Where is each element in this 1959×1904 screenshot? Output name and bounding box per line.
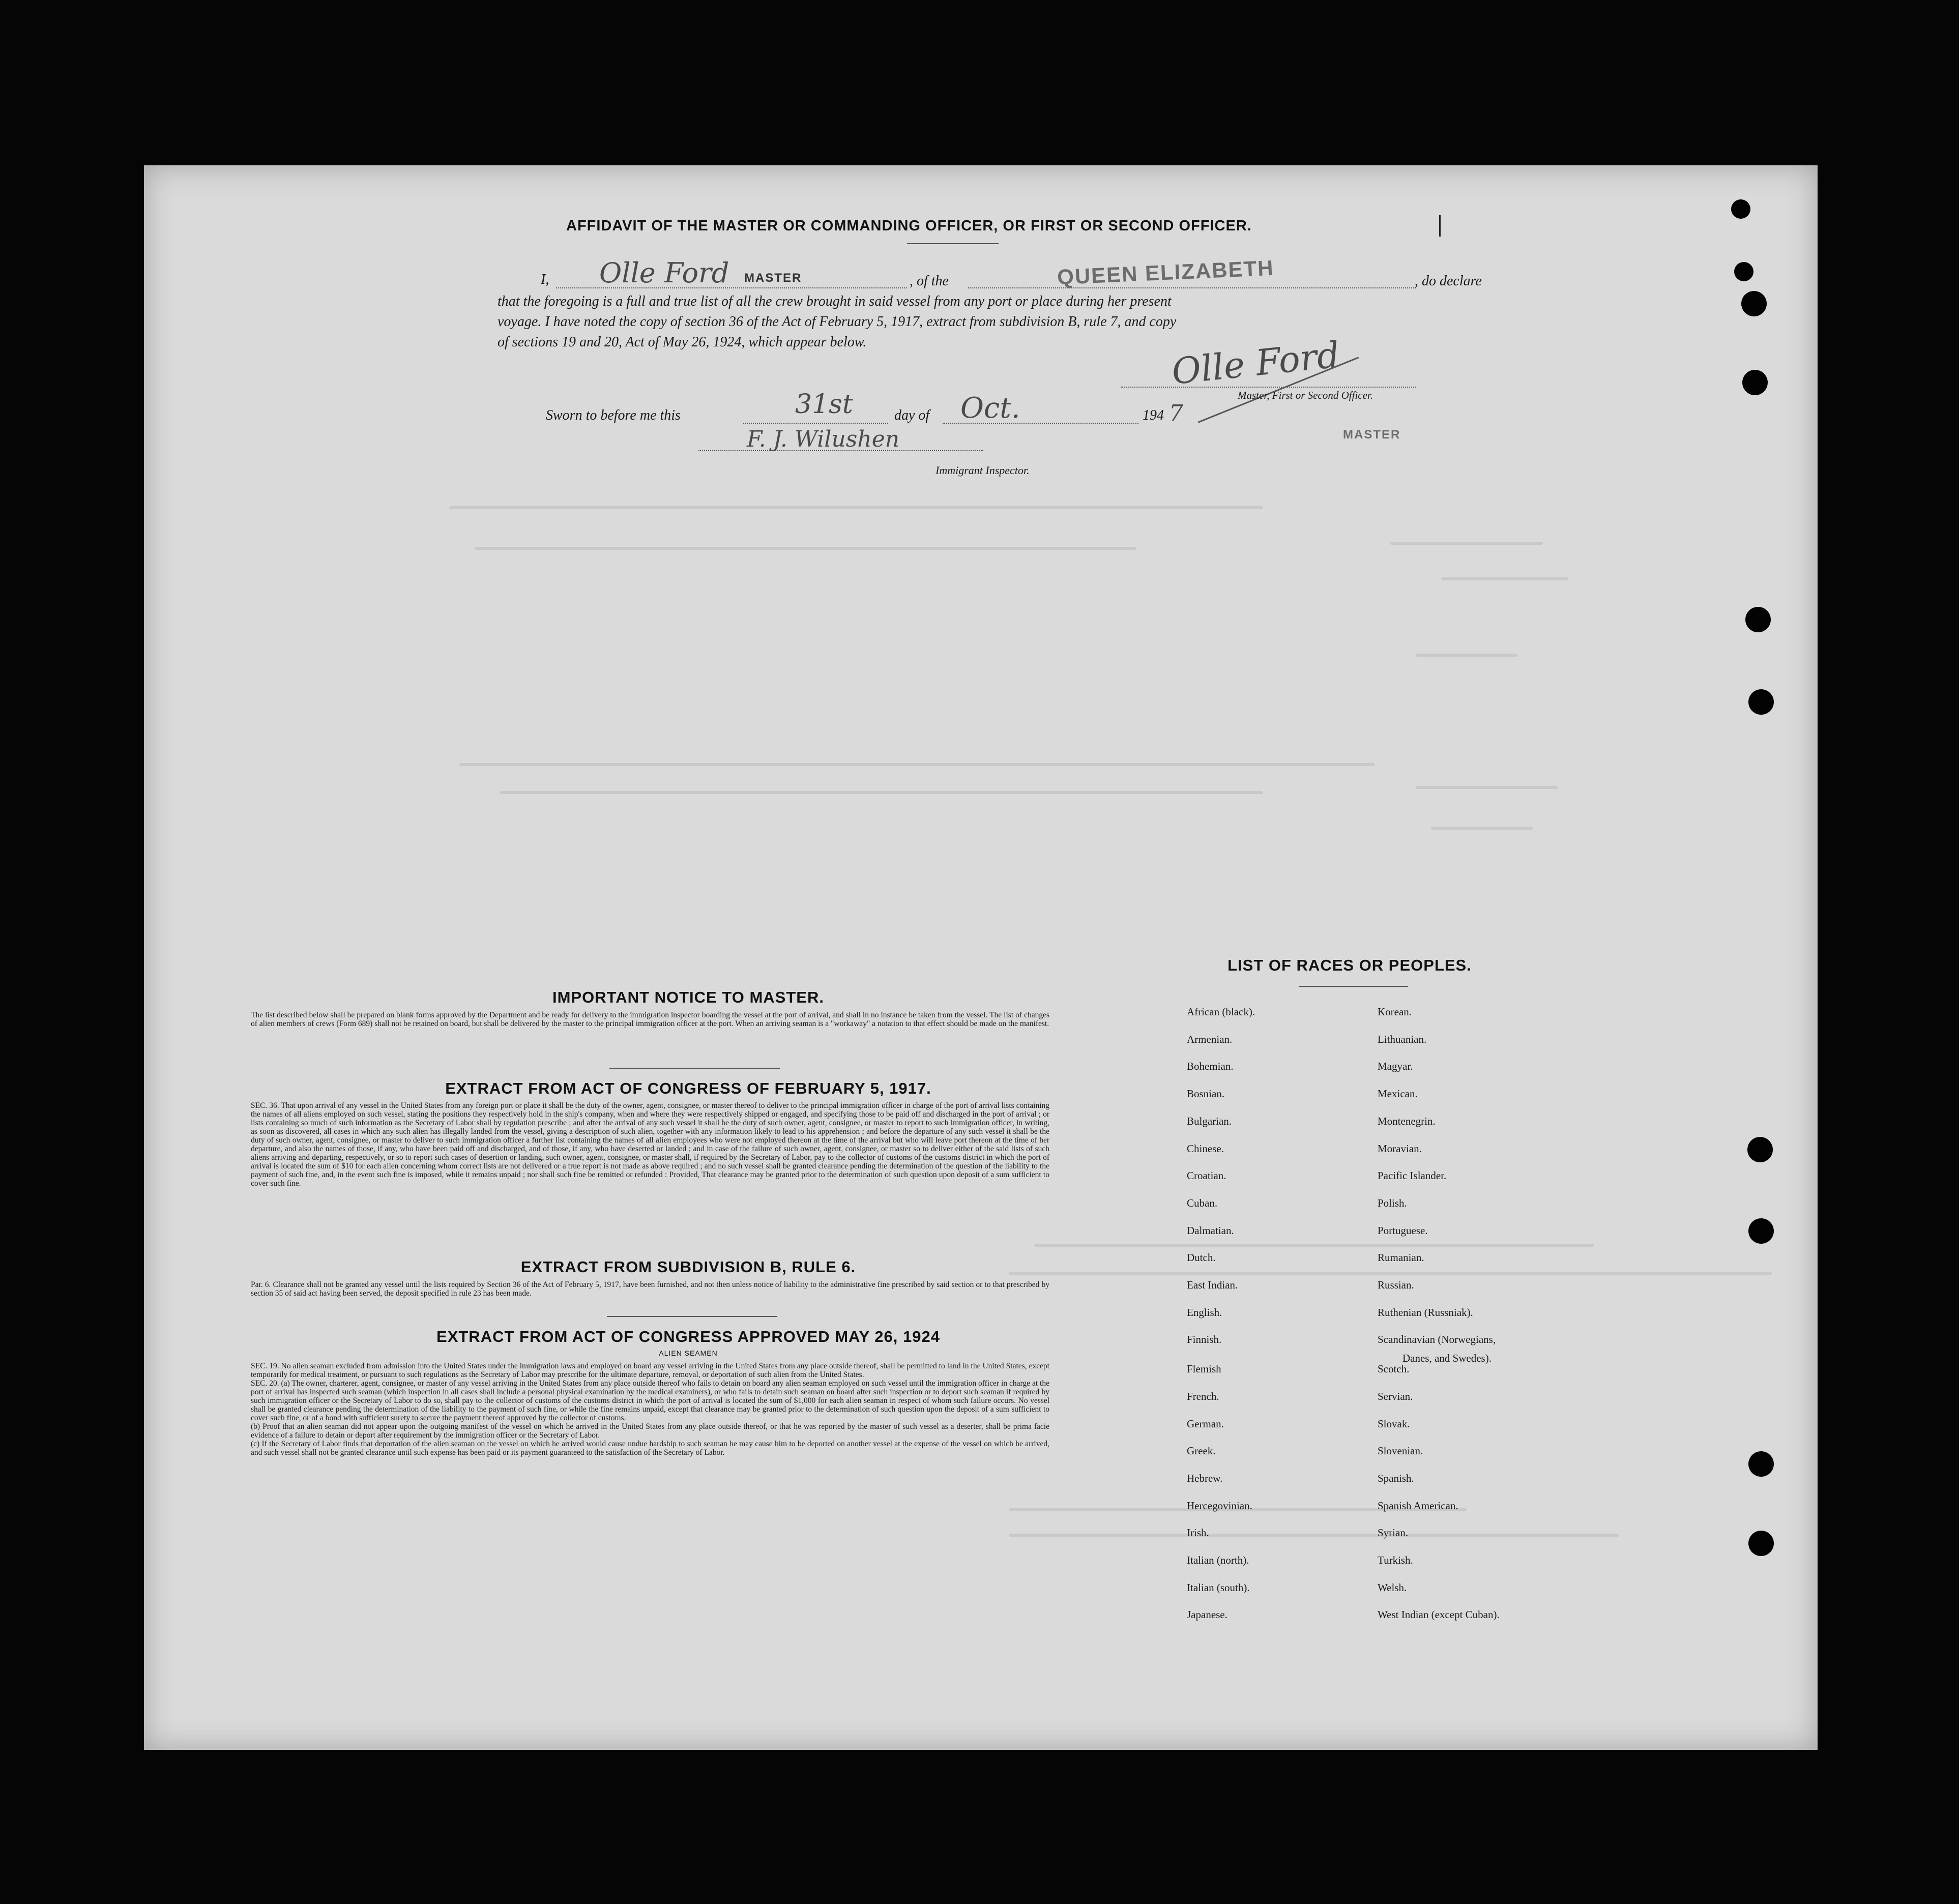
race-item: Croatian.: [1187, 1169, 1226, 1182]
sworn-day: 31st: [795, 389, 853, 420]
inspector-signature: F. J. Wilushen: [747, 426, 900, 452]
race-item: Rumanian.: [1378, 1251, 1424, 1264]
race-item: African (black).: [1187, 1006, 1255, 1018]
race-item: German.: [1187, 1418, 1224, 1430]
act-1924-title: EXTRACT FROM ACT OF CONGRESS APPROVED MAY 26, 1924: [436, 1328, 940, 1345]
race-item: Servian.: [1378, 1390, 1413, 1402]
notice-paragraph: The list described below shall be prepared on blank forms approved by the Department and be ready for delivery to the immigration inspector boarding the vessel at the port of arrival, and shall in no instance be taken from the vessel. The list of changes of alien members of crews (Form 689) shall not be retained on board, but shall be delivered by the master to the principal immigration officer at the port. When an arriving seaman is a "workaway" a notation to that effect should be made on the manifest.: [251, 1011, 1049, 1028]
vessel-name-stamp: QUEEN ELIZABETH: [1057, 255, 1275, 289]
race-item: Pacific Islander.: [1378, 1169, 1447, 1182]
binder-hole: [1745, 607, 1771, 632]
race-item: Cuban.: [1187, 1197, 1218, 1209]
binder-hole: [1748, 689, 1774, 715]
declarant-prefix: I,: [541, 272, 549, 287]
rank-stamp: MASTER: [744, 271, 802, 285]
race-item: Turkish.: [1378, 1554, 1413, 1566]
race-item: Russian.: [1378, 1279, 1414, 1291]
race-item: Hebrew.: [1187, 1472, 1223, 1484]
race-item: English.: [1187, 1306, 1222, 1319]
rule6-text: [251, 1280, 1049, 1298]
binder-hole: [1742, 370, 1768, 395]
race-item: Dalmatian.: [1187, 1224, 1234, 1237]
race-item: Scotch.: [1378, 1363, 1410, 1375]
rule6-par6: Par. 6. Clearance shall not be granted any vessel until the lists required by Section 36 of the Act of February 5, 1917, have been furnished, and not then unless notice of liability to the administrative fine prescribed by said section or to that prescribed by section 35 of said act having been served, the deposit specified in rule 23 has been made.: [251, 1280, 1049, 1298]
sworn-before-label: Sworn to before me this: [546, 407, 681, 423]
vessel-fill-line: [968, 287, 1416, 288]
race-item: Dutch.: [1187, 1251, 1216, 1264]
affidavit-text-line2: voyage. I have noted the copy of section 36 of the Act of February 5, 1917, extract from subdivision B, rule 7, and copy: [498, 314, 1177, 330]
race-item: Spanish American.: [1378, 1500, 1458, 1512]
race-item: Montenegrin.: [1378, 1115, 1436, 1127]
affidavit-text-line3: of sections 19 and 20, Act of May 26, 1924, which appear below.: [498, 334, 867, 350]
binder-hole: [1731, 199, 1750, 219]
inspector-line: [698, 450, 983, 451]
race-item: Welsh.: [1378, 1581, 1407, 1594]
race-item: Moravian.: [1378, 1143, 1422, 1155]
binder-hole: [1734, 262, 1753, 281]
race-item-continuation: Danes, and Swedes).: [1402, 1352, 1492, 1364]
signature-caption: Master, First or Second Officer.: [1238, 389, 1373, 401]
race-item: Lithuanian.: [1378, 1033, 1427, 1045]
affidavit-title: AFFIDAVIT OF THE MASTER OR COMMANDING OFFICER, OR FIRST OR SECOND OFFICER.: [566, 218, 1252, 234]
notice-title: IMPORTANT NOTICE TO MASTER.: [552, 988, 824, 1006]
binder-hole: [1748, 1451, 1774, 1477]
inspector-caption: Immigrant Inspector.: [935, 464, 1030, 477]
races-title-underline: [1299, 986, 1408, 987]
race-item: Mexican.: [1378, 1088, 1418, 1100]
race-item: Chinese.: [1187, 1143, 1224, 1155]
race-item: Korean.: [1378, 1006, 1412, 1018]
act-1924-sec20c: (c) If the Secretary of Labor finds that deportation of the alien seaman on the vessel on which he arrived would cause undue hardship to such seaman he may cause him to be deported on another vessel at the expense of the vessel on which he arrived, and such vessel shall not be granted clearance until such expense has been paid or its payment guaranteed to the satisfaction of the Secretary of Labor.: [251, 1440, 1049, 1457]
race-item: Bosnian.: [1187, 1088, 1225, 1100]
act-1917-sec36: SEC. 36. That upon arrival of any vessel in the United States from any foreign port or place it shall be the duty of the owner, agent, consignee, or master thereof to deliver to the principal immigration officer in charge of the port of arrival lists containing the names of all aliens employed on such vessel, stating the positions they respectively hold in the ship's company, when and where they were respectively shipped or engaged, and specifying those to be paid off and discharged in the port of arrival ; or lists containing so much of such information as the Secretary of Labor shall by regulation prescribe ; and after the arrival of any such vessel it shall be the duty of such owner, agent, consignee, or master to report to such immigration officer, in writing, as soon as discovered, all cases in which any such alien has illegally landed from the vessel, giving a description of such alien, together with any information likely to lead to his apprehension ; and before the departure of any such vessel it shall be the duty of such owner, agent, consignee, or master to deliver to such immigration officer a further list containing the names of all alien employees who were not employed thereon at the time of the arrival but who will leave port thereon at the time of her departure, and also the names of those, if any, who have been paid off and discharged, and of those, if any, who have deserted or landed ; and in case of the failure of such owner, agent, consignee, or master so to deliver either of the said lists of such aliens arriving and departing, respectively, or so to report such cases of desertion or landing, such owner, agent, consignee, or master shall, if required by the Secretary of Labor, pay to the collector of customs of the customs district in which the port of arrival is located the sum of $10 for each alien concerning whom correct lists are not delivered or a true report is not made as above required ; and no such vessel shall be granted clearance pending the determination of the question of the liability to the payment of such fine, and, in the event such fine is imposed, while it remains unpaid ; nor shall such fine be remitted or refunded : Provided, That clearance may be granted prior to the determination of such question upon deposit of a sum sufficient to cover such fine.: [251, 1101, 1049, 1188]
race-item: Scandinavian (Norwegians,: [1378, 1333, 1496, 1345]
act-1917-text: [251, 1101, 1049, 1188]
act-1924-text: [251, 1362, 1049, 1457]
race-item: Ruthenian (Russniak).: [1378, 1306, 1473, 1319]
race-item: Syrian.: [1378, 1527, 1409, 1539]
master-handwritten-name: Olle Ford: [599, 257, 729, 289]
race-item: Finnish.: [1187, 1333, 1222, 1345]
document-page: [144, 165, 1818, 1750]
races-title: LIST OF RACES OR PEOPLES.: [1227, 956, 1472, 974]
race-item: Hercegovinian.: [1187, 1500, 1252, 1512]
signature-rank-stamp: MASTER: [1343, 428, 1401, 442]
race-item: Bohemian.: [1187, 1060, 1234, 1072]
race-item: East Indian.: [1187, 1279, 1238, 1291]
race-item: Armenian.: [1187, 1033, 1233, 1045]
race-item: Portuguese.: [1378, 1224, 1428, 1237]
race-item: Italian (south).: [1187, 1581, 1250, 1594]
binder-hole: [1748, 1218, 1774, 1244]
year-prefix: 194: [1143, 407, 1164, 423]
master-signature: Olle Ford: [1169, 333, 1342, 393]
race-item: Bulgarian.: [1187, 1115, 1232, 1127]
title-underline: [907, 243, 999, 244]
race-item: Italian (north).: [1187, 1554, 1249, 1566]
race-item: West Indian (except Cuban).: [1378, 1608, 1500, 1621]
race-item: Slovenian.: [1378, 1445, 1423, 1457]
race-item: Japanese.: [1187, 1608, 1227, 1621]
race-item: Spanish.: [1378, 1472, 1414, 1484]
affidavit-text-line1: that the foregoing is a full and true list of all the crew brought in said vessel from any port or place during her present: [498, 294, 1172, 309]
act-1924-sec20a: SEC. 20. (a) The owner, charterer, agent, consignee, or master of any vessel arriving in the United States from any place outside thereof who fails to detain on board any alien seaman employed on such vessel until the immigration officer in charge at the port of arrival has inspected such seaman (which inspection in all cases shall include a personal physical examination by the medical examiners), or who fails to detain such seaman on board after such inspection or to deport such seaman if required by such immigration officer or the Secretary of Labor to do so, shall pay to the collector of customs of the customs district in which the port of arrival is located the sum of $1,000 for each alien seaman in respect of whom such failure occurs. No vessel shall be granted clearance pending the determination of the liability to the payment of such fine, or while the fine remains unpaid, except that clearance may be granted prior to the determination of such question upon the deposit of a sum sufficient to cover such fine, or of a bond with sufficient surety to secure the payment thereof approved by the collector of customs.: [251, 1379, 1049, 1422]
race-item: Greek.: [1187, 1445, 1216, 1457]
race-item: Magyar.: [1378, 1060, 1413, 1072]
race-item: Polish.: [1378, 1197, 1407, 1209]
act-1924-subtitle: ALIEN SEAMEN: [659, 1349, 718, 1357]
race-item: Slovak.: [1378, 1418, 1410, 1430]
bracket-mark: [1439, 215, 1441, 237]
year-digit: 7: [1169, 400, 1183, 426]
of-the-label: , of the: [910, 273, 949, 289]
act-1924-sec19: SEC. 19. No alien seaman excluded from admission into the United States under the immigration laws and employed on board any vessel arriving in the United States from any place outside thereof, shall be permitted to land in the United States, except temporarily for medical treatment, or pursuant to such regulations as the Secretary of Labor may prescribe for the ultimate departure, removal, or deportation of such alien from the United States.: [251, 1362, 1049, 1379]
race-item: Flemish: [1187, 1363, 1221, 1375]
binder-hole: [1741, 291, 1767, 316]
race-item: Irish.: [1187, 1527, 1209, 1539]
day-of-label: day of: [894, 407, 930, 423]
do-declare-label: , do declare: [1415, 273, 1482, 289]
divider: [609, 1068, 780, 1069]
divider: [607, 1316, 777, 1317]
act-1924-sec20b: (b) Proof that an alien seaman did not appear upon the outgoing manifest of the vessel on which he arrived in the United States from any place outside thereof, or that he was reported by the master of such vessel as a deserter, shall be prima facie evidence of a failure to detain or deport after requirement by the immigration officer or the Secretary of Labor.: [251, 1422, 1049, 1440]
rule6-title: EXTRACT FROM SUBDIVISION B, RULE 6.: [520, 1258, 856, 1276]
notice-text: [251, 1011, 1049, 1028]
binder-hole: [1747, 1137, 1773, 1162]
sworn-day-line: [743, 423, 888, 424]
sworn-month: Oct.: [960, 392, 1020, 425]
binder-hole: [1748, 1531, 1774, 1556]
race-item: French.: [1187, 1390, 1219, 1402]
act-1917-title: EXTRACT FROM ACT OF CONGRESS OF FEBRUARY 5, 1917.: [445, 1079, 931, 1097]
